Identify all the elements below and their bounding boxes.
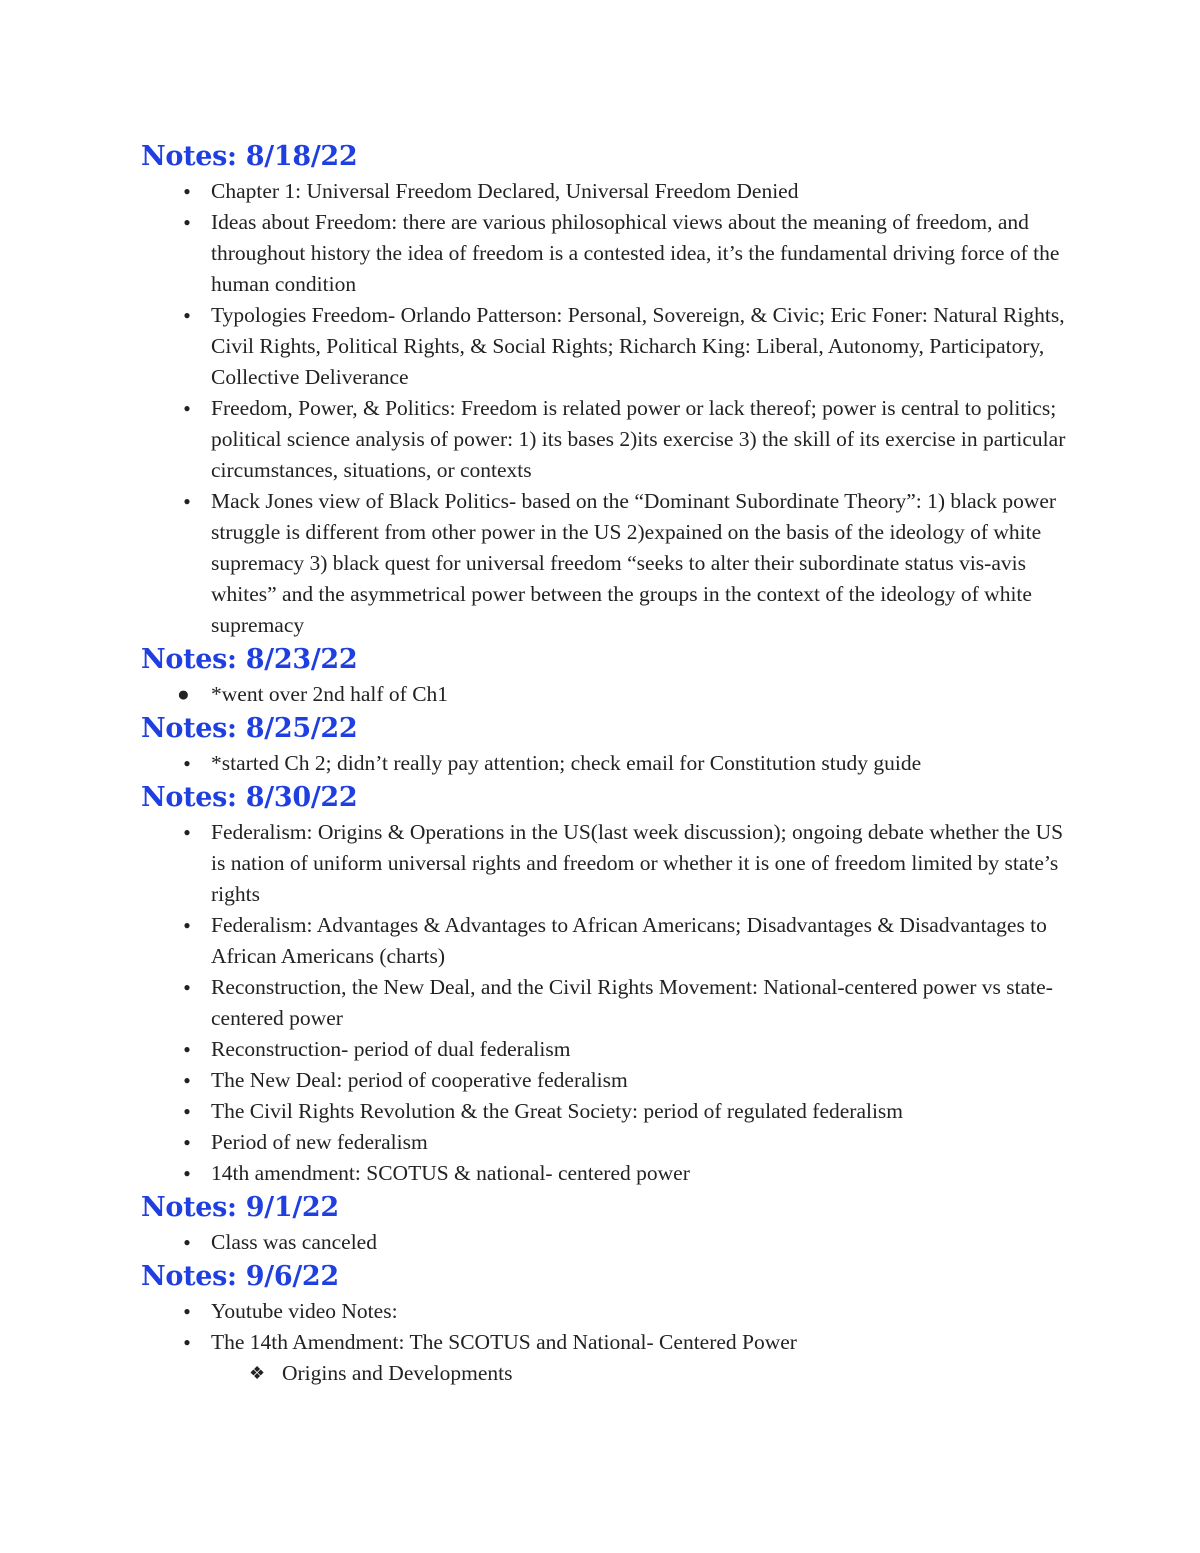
list-item <box>141 207 1081 300</box>
list-item <box>141 679 1081 710</box>
list-item-text: The 14th Amendment: The SCOTUS and National- Centered Power <box>211 1330 797 1354</box>
bullet-icon: ● <box>183 1073 191 1087</box>
list-item <box>141 1096 1081 1127</box>
list-item <box>141 486 1081 641</box>
list-item-text: Class was canceled <box>211 1230 377 1254</box>
section-heading-8-23-22: Notes: 8/23/22 <box>141 644 358 675</box>
sub-list-9-6-22 <box>141 1358 1081 1389</box>
section-heading-8-30-22: Notes: 8/30/22 <box>141 782 358 813</box>
bullet-icon: ● <box>183 401 191 415</box>
list-item <box>141 1296 1081 1327</box>
section-list-9-6-22 <box>141 1296 1081 1358</box>
bullet-icon: ● <box>183 980 191 994</box>
notes-content <box>141 138 1081 1389</box>
list-item <box>141 1034 1081 1065</box>
list-item <box>141 817 1081 910</box>
bullet-icon: ● <box>183 1166 191 1180</box>
bullet-icon: ● <box>177 682 190 706</box>
list-item-text: The New Deal: period of cooperative federalism <box>211 1068 628 1092</box>
list-item <box>141 1065 1081 1096</box>
section-list-8-30-22 <box>141 817 1081 1189</box>
section-list-8-18-22 <box>141 176 1081 641</box>
bullet-icon: ● <box>183 1335 191 1349</box>
bullet-icon: ● <box>183 1304 191 1318</box>
list-item-text: The Civil Rights Revolution & the Great Society: period of regulated federalism <box>211 1099 904 1123</box>
section-heading-8-18-22: Notes: 8/18/22 <box>141 141 358 172</box>
bullet-icon: ● <box>183 215 191 229</box>
list-item <box>141 300 1081 393</box>
section-list-8-23-22 <box>141 679 1081 710</box>
section-heading-9-6-22: Notes: 9/6/22 <box>141 1261 339 1292</box>
bullet-icon: ● <box>183 825 191 839</box>
bullet-icon: ● <box>183 918 191 932</box>
list-item-text: Mack Jones view of Black Politics- based on the “Dominant Subordinate Theory”: 1) black power struggle is different from other power in the US 2)expained on the basis of the ideology of white supremacy 3) black quest for universal freedom “seeks to alter their subordinate status vis-avis whites” and the asymmetrical power between the groups in the context of the ideology of white supremacy <box>211 489 1057 637</box>
list-item-text: Federalism: Advantages & Advantages to African Americans; Disadvantages & Disadvantages to African Americans (charts) <box>211 913 1047 968</box>
list-item-text: 14th amendment: SCOTUS & national- centered power <box>211 1161 690 1185</box>
list-item <box>141 1227 1081 1258</box>
bullet-icon: ● <box>183 1042 191 1056</box>
section-heading-8-25-22: Notes: 8/25/22 <box>141 713 358 744</box>
list-item <box>141 910 1081 972</box>
list-item <box>141 1327 1081 1358</box>
bullet-icon: ● <box>183 494 191 508</box>
list-item-text: Reconstruction, the New Deal, and the Civil Rights Movement: National-centered power vs state-centered power <box>211 975 1053 1030</box>
sub-list-item-text: Origins and Developments <box>282 1361 513 1385</box>
list-item-text: Reconstruction- period of dual federalism <box>211 1037 571 1061</box>
bullet-icon: ● <box>183 1104 191 1118</box>
bullet-icon: ● <box>183 308 191 322</box>
list-item-text: Federalism: Origins & Operations in the US(last week discussion); ongoing debate whether the US is nation of uniform universal rights and freedom or whether it is one of freedom limited by state’s rights <box>211 820 1064 906</box>
bullet-icon: ● <box>183 756 191 770</box>
sub-list-item <box>141 1358 1081 1389</box>
bullet-icon: ● <box>183 1235 191 1249</box>
list-item <box>141 176 1081 207</box>
list-item-text: Period of new federalism <box>211 1130 428 1154</box>
list-item <box>141 972 1081 1034</box>
list-item <box>141 1158 1081 1189</box>
list-item-text: Freedom, Power, & Politics: Freedom is related power or lack thereof; power is central to politics; political science analysis of power: 1) its bases 2)its exercise 3) the skill of its exercise in particular circumstances, situations, or contexts <box>211 396 1066 482</box>
list-item-text: Youtube video Notes: <box>211 1299 398 1323</box>
list-item-text: Ideas about Freedom: there are various philosophical views about the meaning of freedom, and throughout history the idea of freedom is a contested idea, it’s the fundamental driving force of the human condition <box>211 210 1060 296</box>
list-item <box>141 748 1081 779</box>
list-item <box>141 393 1081 486</box>
list-item <box>141 1127 1081 1158</box>
list-item-text: Typologies Freedom- Orlando Patterson: Personal, Sovereign, & Civic; Eric Foner: Natural Rights, Civil Rights, Political Rights, & Social Rights; Richarch King: Liberal, Autonomy, Participatory, Collective Deliverance <box>211 303 1065 389</box>
section-list-9-1-22 <box>141 1227 1081 1258</box>
section-heading-9-1-22: Notes: 9/1/22 <box>141 1192 339 1223</box>
list-item-text: Chapter 1: Universal Freedom Declared, Universal Freedom Denied <box>211 179 799 203</box>
bullet-icon: ● <box>183 1135 191 1149</box>
diamond-bullet-icon: ❖ <box>249 1363 266 1383</box>
list-item-text: *went over 2nd half of Ch1 <box>211 682 449 706</box>
section-list-8-25-22 <box>141 748 1081 779</box>
list-item-text: *started Ch 2; didn’t really pay attention; check email for Constitution study guide <box>211 751 922 775</box>
bullet-icon: ● <box>183 184 191 198</box>
